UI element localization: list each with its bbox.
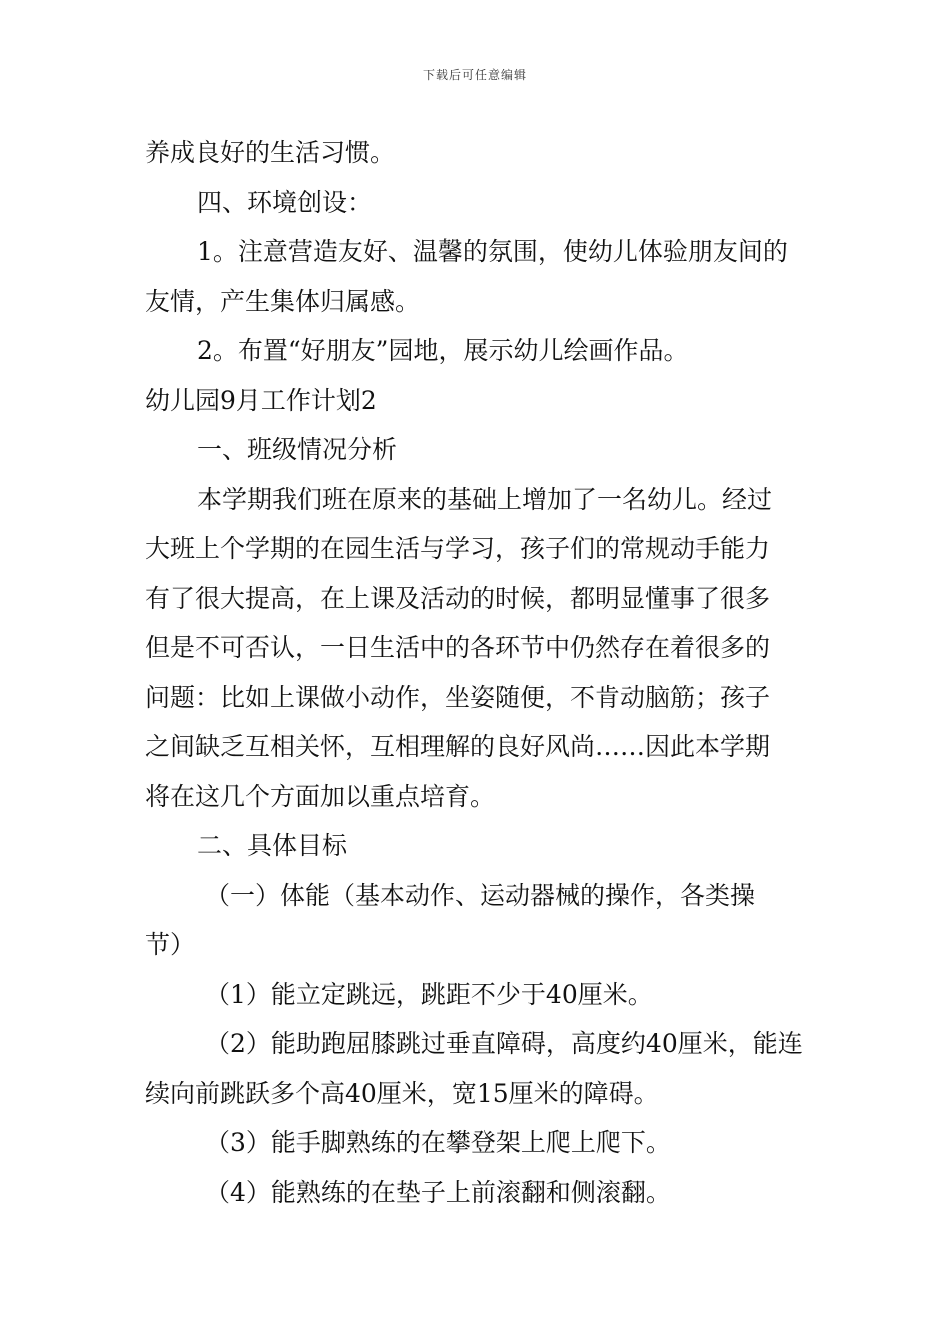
paragraph-line: 但是不可否认，一日生活中的各环节中仍然存在着很多的 [145, 633, 771, 662]
paragraph-line: 1。注意营造友好、温馨的氛围，使幼儿体验朋友间的 [197, 237, 788, 266]
paragraph-line: 有了很大提高，在上课及活动的时候，都明显懂事了很多 [145, 583, 771, 613]
document-body [145, 128, 807, 1217]
paragraph-line: 续向前跳跃多个高40厘米，宽15厘米的障碍。 [145, 1078, 659, 1108]
paragraph-line: 问题：比如上课做小动作，坐姿随便，不肯动脑筋；孩子 [145, 682, 771, 712]
list-item: （3）能手脚熟练的在攀登架上爬上爬下。 [205, 1128, 671, 1157]
paragraph-line: 养成良好的生活习惯。 [145, 138, 396, 167]
section-heading: 四、环境创设： [197, 187, 373, 217]
section-heading: 一、班级情况分析 [197, 435, 398, 464]
subsection-heading: （一）体能（基本动作、运动器械的操作，各类操 [205, 880, 756, 910]
paragraph-line: 节） [145, 930, 196, 959]
page-header: 下载后可任意编辑 [422, 68, 527, 82]
paragraph-line: 将在这几个方面加以重点培育。 [145, 781, 496, 811]
paragraph-line: 之间缺乏互相关怀，互相理解的良好风尚……因此本学期 [145, 732, 771, 761]
list-item: （1）能立定跳远，跳距不少于40厘米。 [205, 979, 653, 1009]
section-heading: 二、具体目标 [197, 831, 348, 860]
list-item: （2）能助跑屈膝跳过垂直障碍，高度约40厘米，能连 [205, 1029, 803, 1058]
list-item: （4）能熟练的在垫子上前滚翻和侧滚翻。 [205, 1177, 671, 1207]
paragraph-line: 大班上个学期的在园生活与学习，孩子们的常规动手能力 [145, 534, 771, 563]
paragraph-line: 友情，产生集体归属感。 [145, 286, 421, 316]
paragraph-line: 2。布置“好朋友”园地，展示幼儿绘画作品。 [197, 336, 689, 365]
document-title: 幼儿园9月工作计划2 [145, 385, 377, 415]
paragraph-line: 本学期我们班在原来的基础上增加了一名幼儿。经过 [197, 484, 773, 514]
